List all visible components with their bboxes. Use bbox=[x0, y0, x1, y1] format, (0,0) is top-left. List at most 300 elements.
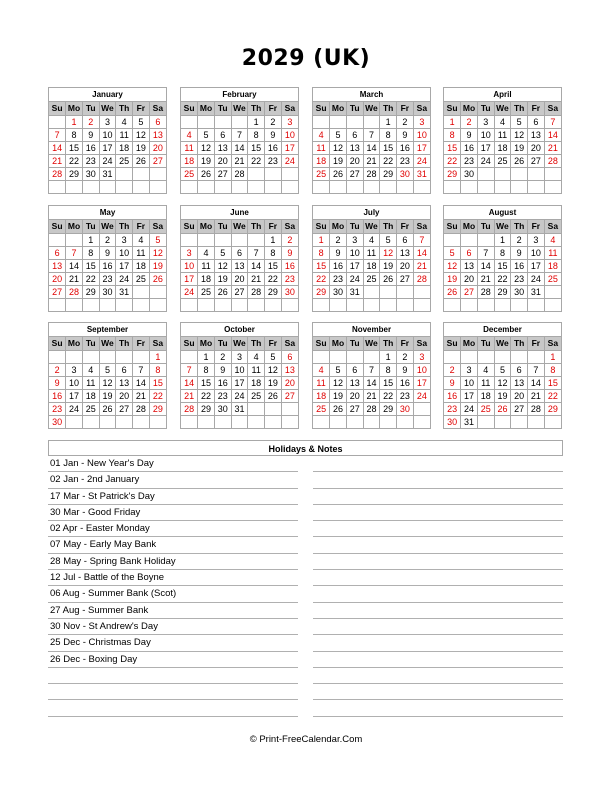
empty-cell bbox=[248, 415, 265, 428]
day-cell: 11 bbox=[116, 128, 133, 141]
weekday-header: Fr bbox=[133, 102, 150, 115]
day-cell: 16 bbox=[461, 141, 478, 154]
day-cell: 20 bbox=[528, 141, 545, 154]
day-cell: 7 bbox=[477, 246, 494, 259]
day-cell: 20 bbox=[231, 272, 248, 285]
weekday-header: We bbox=[363, 220, 380, 233]
empty-cell bbox=[82, 415, 99, 428]
day-cell: 1 bbox=[198, 350, 215, 363]
day-cell: 24 bbox=[461, 402, 478, 415]
day-cell: 26 bbox=[198, 167, 215, 180]
day-cell: 8 bbox=[380, 363, 397, 376]
day-cell: 8 bbox=[544, 363, 561, 376]
note-line bbox=[313, 554, 563, 570]
holiday-item: 25 Dec - Christmas Day bbox=[48, 635, 298, 651]
day-cell: 10 bbox=[461, 376, 478, 389]
note-line bbox=[48, 668, 298, 684]
empty-cell bbox=[413, 415, 430, 428]
empty-cell bbox=[66, 415, 83, 428]
day-cell: 9 bbox=[99, 246, 116, 259]
empty-cell bbox=[511, 180, 528, 193]
empty-cell bbox=[330, 350, 347, 363]
day-cell: 18 bbox=[116, 141, 133, 154]
day-cell: 18 bbox=[248, 376, 265, 389]
weekday-header: Fr bbox=[397, 220, 414, 233]
empty-cell bbox=[346, 115, 363, 128]
weekday-header: We bbox=[99, 220, 116, 233]
day-cell: 15 bbox=[198, 376, 215, 389]
empty-cell bbox=[346, 298, 363, 311]
day-cell: 7 bbox=[528, 363, 545, 376]
day-cell: 23 bbox=[265, 154, 282, 167]
day-cell: 19 bbox=[133, 141, 150, 154]
day-cell: 2 bbox=[461, 115, 478, 128]
empty-cell bbox=[66, 233, 83, 246]
day-cell: 3 bbox=[461, 363, 478, 376]
day-cell: 4 bbox=[133, 233, 150, 246]
day-cell: 5 bbox=[265, 350, 282, 363]
weekday-header: Th bbox=[116, 102, 133, 115]
empty-cell bbox=[181, 415, 198, 428]
day-cell: 16 bbox=[444, 389, 461, 402]
holiday-list bbox=[48, 456, 298, 717]
day-cell: 24 bbox=[346, 272, 363, 285]
weekday-header: Su bbox=[49, 337, 66, 350]
empty-cell bbox=[133, 167, 150, 180]
day-cell: 11 bbox=[313, 141, 330, 154]
empty-cell bbox=[281, 402, 298, 415]
empty-cell bbox=[265, 298, 282, 311]
day-cell: 31 bbox=[346, 285, 363, 298]
empty-cell bbox=[181, 350, 198, 363]
empty-cell bbox=[265, 415, 282, 428]
holiday-item: 30 Mar - Good Friday bbox=[48, 505, 298, 521]
day-cell: 17 bbox=[181, 272, 198, 285]
day-cell: 21 bbox=[181, 389, 198, 402]
day-cell: 15 bbox=[248, 141, 265, 154]
day-cell: 4 bbox=[82, 363, 99, 376]
day-cell: 4 bbox=[313, 128, 330, 141]
empty-cell bbox=[116, 298, 133, 311]
day-cell: 30 bbox=[330, 285, 347, 298]
day-cell: 26 bbox=[380, 272, 397, 285]
day-cell: 18 bbox=[181, 154, 198, 167]
day-cell: 21 bbox=[544, 141, 561, 154]
note-line bbox=[313, 521, 563, 537]
day-cell: 27 bbox=[397, 272, 414, 285]
day-cell: 9 bbox=[265, 128, 282, 141]
month-july bbox=[312, 205, 431, 312]
empty-cell bbox=[281, 180, 298, 193]
day-cell: 26 bbox=[149, 272, 166, 285]
empty-cell bbox=[544, 415, 561, 428]
month-may bbox=[48, 205, 167, 312]
day-cell: 9 bbox=[511, 246, 528, 259]
day-cell: 31 bbox=[99, 167, 116, 180]
day-cell: 20 bbox=[149, 141, 166, 154]
month-name: October bbox=[181, 323, 298, 337]
day-cell: 7 bbox=[181, 363, 198, 376]
day-cell: 9 bbox=[49, 376, 66, 389]
day-cell: 1 bbox=[248, 115, 265, 128]
empty-cell bbox=[477, 180, 494, 193]
empty-cell bbox=[133, 285, 150, 298]
day-cell: 29 bbox=[380, 167, 397, 180]
empty-cell bbox=[494, 298, 511, 311]
weekday-header: Th bbox=[248, 102, 265, 115]
day-cell: 16 bbox=[330, 259, 347, 272]
day-cell: 29 bbox=[265, 285, 282, 298]
day-cell: 17 bbox=[231, 376, 248, 389]
empty-cell bbox=[281, 415, 298, 428]
day-cell: 9 bbox=[397, 128, 414, 141]
empty-cell bbox=[528, 180, 545, 193]
day-cell: 1 bbox=[265, 233, 282, 246]
day-cell: 3 bbox=[413, 115, 430, 128]
day-cell: 29 bbox=[444, 167, 461, 180]
day-cell: 26 bbox=[330, 402, 347, 415]
empty-cell bbox=[461, 298, 478, 311]
day-cell: 13 bbox=[214, 141, 231, 154]
weekday-header: Su bbox=[444, 337, 461, 350]
day-cell: 16 bbox=[99, 259, 116, 272]
note-line bbox=[313, 603, 563, 619]
day-cell: 5 bbox=[198, 128, 215, 141]
empty-cell bbox=[313, 350, 330, 363]
weekday-header: Th bbox=[380, 220, 397, 233]
day-cell: 28 bbox=[248, 285, 265, 298]
empty-cell bbox=[544, 180, 561, 193]
weekday-header: Th bbox=[511, 337, 528, 350]
day-cell: 28 bbox=[49, 167, 66, 180]
month-name: November bbox=[313, 323, 430, 337]
weekday-header: Fr bbox=[528, 220, 545, 233]
day-cell: 6 bbox=[149, 115, 166, 128]
month-february bbox=[180, 87, 299, 194]
day-cell: 31 bbox=[461, 415, 478, 428]
day-cell: 11 bbox=[363, 246, 380, 259]
day-cell: 2 bbox=[82, 115, 99, 128]
weekday-header: Tu bbox=[82, 220, 99, 233]
empty-cell bbox=[49, 298, 66, 311]
empty-cell bbox=[198, 180, 215, 193]
day-cell: 21 bbox=[66, 272, 83, 285]
holiday-item: 12 Jul - Battle of the Boyne bbox=[48, 570, 298, 586]
empty-cell bbox=[214, 115, 231, 128]
day-cell: 12 bbox=[330, 376, 347, 389]
empty-cell bbox=[265, 402, 282, 415]
empty-cell bbox=[444, 350, 461, 363]
day-cell: 18 bbox=[313, 154, 330, 167]
day-cell: 8 bbox=[66, 128, 83, 141]
empty-cell bbox=[66, 180, 83, 193]
weekday-header: Th bbox=[248, 220, 265, 233]
day-cell: 22 bbox=[313, 272, 330, 285]
day-cell: 6 bbox=[528, 115, 545, 128]
day-cell: 24 bbox=[477, 154, 494, 167]
empty-cell bbox=[528, 167, 545, 180]
weekday-header: Tu bbox=[82, 337, 99, 350]
day-cell: 28 bbox=[363, 402, 380, 415]
day-cell: 19 bbox=[149, 259, 166, 272]
empty-cell bbox=[49, 350, 66, 363]
day-cell: 24 bbox=[281, 154, 298, 167]
day-cell: 20 bbox=[397, 259, 414, 272]
empty-cell bbox=[477, 233, 494, 246]
day-cell: 30 bbox=[397, 167, 414, 180]
holiday-item: 28 May - Spring Bank Holiday bbox=[48, 554, 298, 570]
day-cell: 30 bbox=[281, 285, 298, 298]
empty-cell bbox=[248, 402, 265, 415]
empty-cell bbox=[198, 233, 215, 246]
month-name: December bbox=[444, 323, 561, 337]
weekday-header: Su bbox=[181, 220, 198, 233]
day-cell: 8 bbox=[248, 128, 265, 141]
day-cell: 10 bbox=[281, 128, 298, 141]
day-cell: 11 bbox=[494, 128, 511, 141]
empty-cell bbox=[116, 180, 133, 193]
holiday-item: 02 Jan - 2nd January bbox=[48, 472, 298, 488]
weekday-header: Su bbox=[49, 102, 66, 115]
day-cell: 24 bbox=[116, 272, 133, 285]
day-cell: 15 bbox=[444, 141, 461, 154]
day-cell: 1 bbox=[380, 350, 397, 363]
day-cell: 7 bbox=[544, 115, 561, 128]
day-cell: 27 bbox=[346, 167, 363, 180]
day-cell: 28 bbox=[181, 402, 198, 415]
empty-cell bbox=[198, 415, 215, 428]
day-cell: 14 bbox=[363, 141, 380, 154]
empty-cell bbox=[494, 350, 511, 363]
day-cell: 19 bbox=[511, 141, 528, 154]
empty-cell bbox=[99, 350, 116, 363]
day-cell: 26 bbox=[444, 285, 461, 298]
weekday-header: Mo bbox=[461, 102, 478, 115]
day-cell: 1 bbox=[444, 115, 461, 128]
day-cell: 31 bbox=[413, 167, 430, 180]
weekday-header: Tu bbox=[214, 102, 231, 115]
day-cell: 29 bbox=[313, 285, 330, 298]
weekday-header: Mo bbox=[198, 337, 215, 350]
empty-cell bbox=[149, 415, 166, 428]
weekday-header: We bbox=[494, 337, 511, 350]
day-cell: 12 bbox=[380, 246, 397, 259]
day-cell: 7 bbox=[66, 246, 83, 259]
empty-cell bbox=[330, 115, 347, 128]
empty-cell bbox=[149, 180, 166, 193]
holiday-item: 26 Dec - Boxing Day bbox=[48, 652, 298, 668]
note-line bbox=[313, 489, 563, 505]
empty-cell bbox=[413, 180, 430, 193]
day-cell: 18 bbox=[198, 272, 215, 285]
empty-cell bbox=[444, 180, 461, 193]
day-cell: 15 bbox=[66, 141, 83, 154]
day-cell: 31 bbox=[528, 285, 545, 298]
empty-cell bbox=[413, 298, 430, 311]
empty-cell bbox=[66, 298, 83, 311]
day-cell: 17 bbox=[528, 259, 545, 272]
day-cell: 8 bbox=[444, 128, 461, 141]
day-cell: 30 bbox=[444, 415, 461, 428]
empty-cell bbox=[231, 415, 248, 428]
weekday-header: Fr bbox=[528, 102, 545, 115]
month-march bbox=[312, 87, 431, 194]
empty-cell bbox=[198, 298, 215, 311]
day-cell: 22 bbox=[265, 272, 282, 285]
day-cell: 25 bbox=[544, 272, 561, 285]
day-cell: 22 bbox=[149, 389, 166, 402]
day-cell: 28 bbox=[528, 402, 545, 415]
day-cell: 3 bbox=[66, 363, 83, 376]
weekday-header: Sa bbox=[544, 220, 561, 233]
day-cell: 14 bbox=[49, 141, 66, 154]
empty-cell bbox=[380, 298, 397, 311]
weekday-header: Fr bbox=[133, 337, 150, 350]
day-cell: 26 bbox=[214, 285, 231, 298]
day-cell: 21 bbox=[248, 272, 265, 285]
empty-cell bbox=[413, 285, 430, 298]
empty-cell bbox=[82, 298, 99, 311]
day-cell: 3 bbox=[528, 233, 545, 246]
weekday-header: Th bbox=[248, 337, 265, 350]
day-cell: 27 bbox=[231, 285, 248, 298]
empty-cell bbox=[149, 167, 166, 180]
empty-cell bbox=[330, 298, 347, 311]
empty-cell bbox=[181, 298, 198, 311]
day-cell: 10 bbox=[231, 363, 248, 376]
empty-cell bbox=[248, 180, 265, 193]
note-line bbox=[313, 537, 563, 553]
day-cell: 1 bbox=[494, 233, 511, 246]
month-january bbox=[48, 87, 167, 194]
empty-cell bbox=[363, 285, 380, 298]
day-cell: 18 bbox=[133, 259, 150, 272]
empty-cell bbox=[313, 415, 330, 428]
day-cell: 2 bbox=[214, 350, 231, 363]
weekday-header: We bbox=[99, 102, 116, 115]
holiday-item: 07 May - Early May Bank bbox=[48, 537, 298, 553]
day-cell: 6 bbox=[231, 246, 248, 259]
day-cell: 4 bbox=[494, 115, 511, 128]
weekday-header: Fr bbox=[397, 337, 414, 350]
day-cell: 12 bbox=[494, 376, 511, 389]
day-cell: 11 bbox=[313, 376, 330, 389]
day-cell: 21 bbox=[528, 389, 545, 402]
note-line bbox=[313, 619, 563, 635]
day-cell: 12 bbox=[99, 376, 116, 389]
day-cell: 24 bbox=[99, 154, 116, 167]
weekday-header: Sa bbox=[281, 220, 298, 233]
day-cell: 5 bbox=[214, 246, 231, 259]
day-cell: 3 bbox=[281, 115, 298, 128]
day-cell: 13 bbox=[461, 259, 478, 272]
day-cell: 25 bbox=[363, 272, 380, 285]
day-cell: 22 bbox=[380, 154, 397, 167]
day-cell: 13 bbox=[116, 376, 133, 389]
day-cell: 9 bbox=[281, 246, 298, 259]
day-cell: 8 bbox=[265, 246, 282, 259]
holiday-item: 27 Aug - Summer Bank bbox=[48, 603, 298, 619]
day-cell: 6 bbox=[346, 363, 363, 376]
empty-cell bbox=[181, 233, 198, 246]
empty-cell bbox=[346, 350, 363, 363]
day-cell: 17 bbox=[99, 141, 116, 154]
empty-cell bbox=[231, 115, 248, 128]
month-december bbox=[443, 322, 562, 429]
day-cell: 5 bbox=[133, 115, 150, 128]
note-line bbox=[313, 652, 563, 668]
empty-cell bbox=[330, 180, 347, 193]
day-cell: 19 bbox=[330, 389, 347, 402]
day-cell: 25 bbox=[116, 154, 133, 167]
empty-cell bbox=[116, 415, 133, 428]
empty-cell bbox=[444, 298, 461, 311]
month-name: August bbox=[444, 206, 561, 220]
day-cell: 23 bbox=[511, 272, 528, 285]
day-cell: 20 bbox=[49, 272, 66, 285]
empty-cell bbox=[461, 233, 478, 246]
day-cell: 27 bbox=[49, 285, 66, 298]
day-cell: 16 bbox=[265, 141, 282, 154]
day-cell: 4 bbox=[198, 246, 215, 259]
day-cell: 17 bbox=[477, 141, 494, 154]
day-cell: 7 bbox=[231, 128, 248, 141]
day-cell: 7 bbox=[133, 363, 150, 376]
day-cell: 8 bbox=[82, 246, 99, 259]
note-line bbox=[313, 635, 563, 651]
day-cell: 20 bbox=[346, 389, 363, 402]
month-september bbox=[48, 322, 167, 429]
empty-cell bbox=[49, 180, 66, 193]
weekday-header: Su bbox=[181, 337, 198, 350]
day-cell: 6 bbox=[214, 128, 231, 141]
note-line bbox=[48, 700, 298, 716]
day-cell: 31 bbox=[116, 285, 133, 298]
empty-cell bbox=[363, 350, 380, 363]
weekday-header: Sa bbox=[544, 102, 561, 115]
empty-cell bbox=[511, 167, 528, 180]
day-cell: 19 bbox=[265, 376, 282, 389]
day-cell: 23 bbox=[397, 154, 414, 167]
day-cell: 15 bbox=[544, 376, 561, 389]
empty-cell bbox=[494, 415, 511, 428]
weekday-header: Fr bbox=[528, 337, 545, 350]
day-cell: 3 bbox=[413, 350, 430, 363]
day-cell: 13 bbox=[149, 128, 166, 141]
weekday-header: Th bbox=[511, 220, 528, 233]
note-line bbox=[313, 505, 563, 521]
weekday-header: We bbox=[494, 102, 511, 115]
weekday-header: Sa bbox=[281, 102, 298, 115]
day-cell: 14 bbox=[133, 376, 150, 389]
day-cell: 21 bbox=[363, 389, 380, 402]
day-cell: 23 bbox=[330, 272, 347, 285]
empty-cell bbox=[477, 350, 494, 363]
day-cell: 26 bbox=[511, 154, 528, 167]
day-cell: 6 bbox=[49, 246, 66, 259]
empty-cell bbox=[133, 180, 150, 193]
day-cell: 27 bbox=[149, 154, 166, 167]
day-cell: 15 bbox=[380, 376, 397, 389]
day-cell: 18 bbox=[477, 389, 494, 402]
day-cell: 27 bbox=[511, 402, 528, 415]
day-cell: 9 bbox=[214, 363, 231, 376]
day-cell: 6 bbox=[116, 363, 133, 376]
day-cell: 17 bbox=[413, 376, 430, 389]
empty-cell bbox=[511, 350, 528, 363]
empty-cell bbox=[363, 115, 380, 128]
empty-cell bbox=[477, 298, 494, 311]
